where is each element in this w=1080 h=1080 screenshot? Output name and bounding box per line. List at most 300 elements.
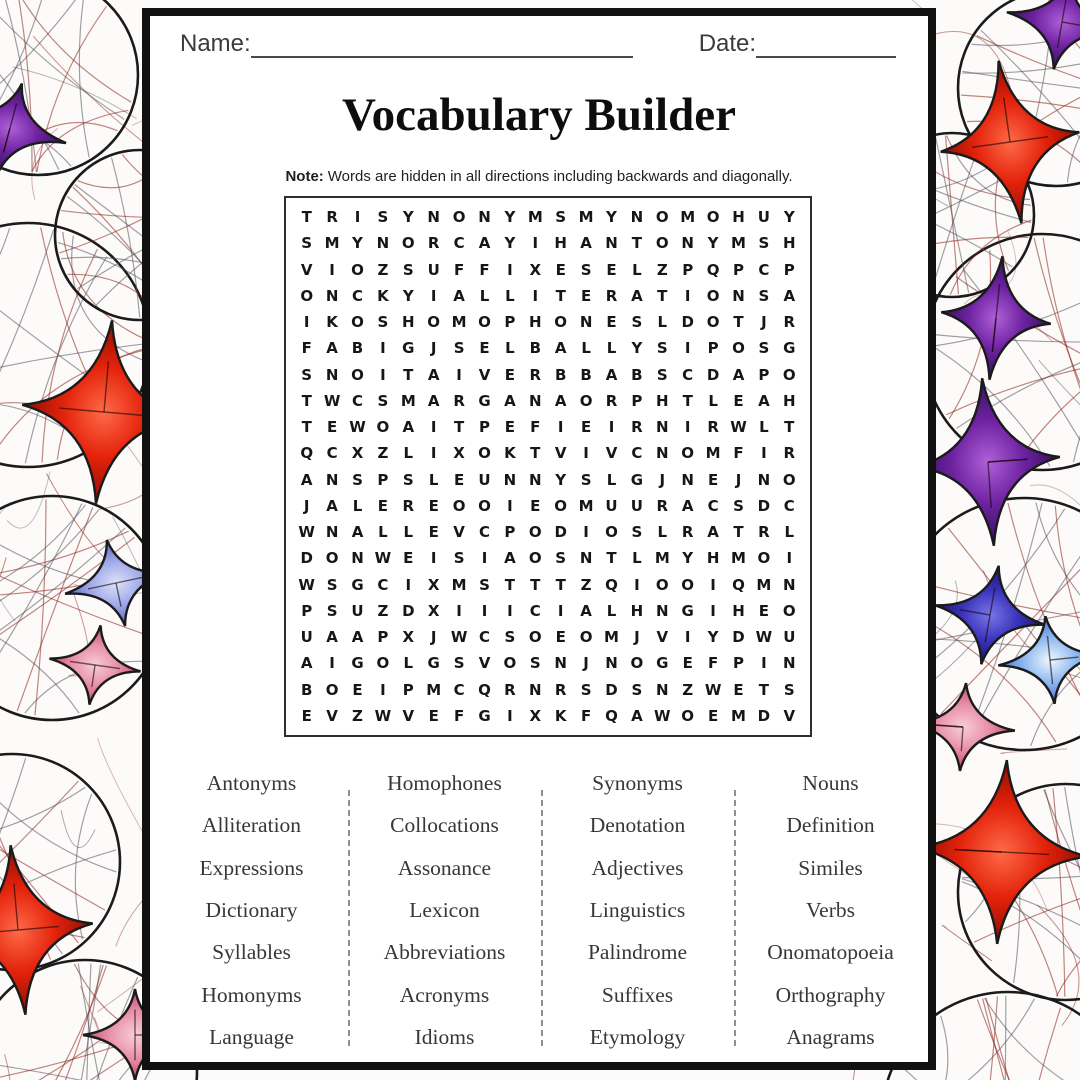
grid-cell: L xyxy=(606,339,617,358)
grid-cell: S xyxy=(377,208,389,227)
grid-cell: S xyxy=(301,365,313,384)
grid-cell: P xyxy=(377,628,389,647)
grid-cell: H xyxy=(732,208,745,227)
word-list-item: Definition xyxy=(786,813,875,838)
grid-cell: S xyxy=(352,470,363,489)
grid-cell: O xyxy=(452,496,466,515)
grid-cell: O xyxy=(706,313,720,332)
grid-cell: G xyxy=(656,654,669,673)
grid-cell: J xyxy=(430,628,437,647)
grid-cell: O xyxy=(503,654,517,673)
grid-cell: L xyxy=(352,496,363,515)
grid-cell: V xyxy=(300,260,313,279)
grid-cell: S xyxy=(656,339,668,358)
grid-cell: P xyxy=(707,339,719,358)
grid-cell: M xyxy=(731,234,746,253)
grid-cell: Z xyxy=(377,260,389,279)
grid-cell: Q xyxy=(478,680,491,699)
note-label: Note: xyxy=(285,168,324,185)
grid-cell: P xyxy=(631,391,643,410)
word-list-item: Expressions xyxy=(199,855,304,880)
grid-cell: N xyxy=(656,601,669,620)
grid-cell: U xyxy=(757,208,770,227)
grid-cell: P xyxy=(478,418,490,437)
grid-cell: P xyxy=(504,523,516,542)
grid-cell: S xyxy=(758,286,770,305)
grid-cell: P xyxy=(732,654,744,673)
grid-cell: R xyxy=(402,496,415,515)
puzzle-note xyxy=(150,168,928,185)
grid-cell: E xyxy=(504,418,516,437)
grid-cell: W xyxy=(323,391,341,410)
grid-cell: N xyxy=(783,575,796,594)
grid-cell: N xyxy=(579,313,593,332)
grid-cell: E xyxy=(707,470,719,489)
grid-cell: O xyxy=(528,549,542,568)
grid-cell: S xyxy=(580,680,592,699)
grid-cell: P xyxy=(758,365,770,384)
grid-cell: N xyxy=(503,470,517,489)
grid-cell: X xyxy=(453,444,465,463)
grid-cell: E xyxy=(479,339,490,358)
word-list-item: Linguistics xyxy=(589,897,686,922)
grid-cell: I xyxy=(532,286,539,305)
grid-cell: O xyxy=(681,575,695,594)
grid-cell: Y xyxy=(631,339,643,358)
grid-cell: T xyxy=(758,680,769,699)
grid-cell: E xyxy=(530,496,541,515)
word-list-item: Orthography xyxy=(775,982,886,1007)
grid-cell: D xyxy=(681,313,694,332)
grid-cell: T xyxy=(555,575,566,594)
grid-cell: N xyxy=(376,234,390,253)
grid-cell: E xyxy=(555,628,566,647)
grid-cell: T xyxy=(657,286,668,305)
grid-cell: W xyxy=(755,628,773,647)
grid-cell: S xyxy=(580,470,592,489)
grid-cell: S xyxy=(479,575,490,594)
grid-cell: J xyxy=(659,470,666,489)
grid-cell: A xyxy=(300,654,313,673)
grid-cell: T xyxy=(555,286,566,305)
grid-cell: O xyxy=(427,313,441,332)
grid-cell: M xyxy=(705,444,721,463)
grid-cell: N xyxy=(325,365,339,384)
grid-cell: O xyxy=(401,234,415,253)
grid-cell: C xyxy=(478,523,490,542)
grid-cell: H xyxy=(402,313,415,332)
grid-cell: W xyxy=(450,628,468,647)
grid-cell: I xyxy=(634,575,640,594)
grid-cell: X xyxy=(529,260,542,279)
grid-cell: F xyxy=(580,706,592,725)
grid-cell: O xyxy=(681,444,695,463)
grid-cell: L xyxy=(403,654,414,673)
grid-cell: P xyxy=(402,680,414,699)
grid-cell: V xyxy=(656,628,669,647)
worksheet-card xyxy=(142,8,936,1070)
grid-cell: U xyxy=(478,470,491,489)
grid-cell: W xyxy=(374,706,392,725)
word-list-item: Verbs xyxy=(806,897,855,922)
grid-cell: A xyxy=(504,391,516,410)
grid-cell: O xyxy=(351,365,364,384)
grid-cell: J xyxy=(303,496,310,515)
grid-cell: A xyxy=(453,286,465,305)
grid-cell: R xyxy=(707,418,719,437)
grid-cell: V xyxy=(453,523,465,542)
grid-cell: M xyxy=(731,706,746,725)
grid-cell: V xyxy=(554,444,567,463)
grid-cell: S xyxy=(758,234,770,253)
grid-cell: O xyxy=(757,549,771,568)
grid-cell: S xyxy=(631,313,643,332)
grid-cell: T xyxy=(606,549,617,568)
grid-cell: G xyxy=(351,575,364,594)
grid-cell: Q xyxy=(732,575,745,594)
grid-cell: H xyxy=(783,391,796,410)
grid-cell: K xyxy=(504,444,516,463)
grid-cell: H xyxy=(732,601,745,620)
word-list-item: Dictionary xyxy=(205,897,298,922)
grid-cell: B xyxy=(529,339,541,358)
grid-cell: O xyxy=(554,496,568,515)
grid-cell: Y xyxy=(555,470,567,489)
grid-cell: C xyxy=(707,496,719,515)
word-list-item: Assonance xyxy=(397,855,492,880)
word-list-item: Onomatopoeia xyxy=(767,940,894,965)
grid-cell: N xyxy=(783,654,796,673)
grid-cell: R xyxy=(427,234,440,253)
grid-cell: E xyxy=(428,523,439,542)
word-list-item: Homophones xyxy=(387,770,502,795)
grid-cell: N xyxy=(529,470,542,489)
grid-cell: S xyxy=(555,549,567,568)
word-list-column xyxy=(155,762,348,1059)
header-row xyxy=(180,30,904,58)
grid-cell: O xyxy=(325,549,339,568)
grid-cell: O xyxy=(655,575,669,594)
grid-cell: I xyxy=(608,418,615,437)
grid-cell: A xyxy=(326,496,338,515)
grid-cell: O xyxy=(528,628,542,647)
grid-cell: D xyxy=(605,680,618,699)
grid-cell: N xyxy=(579,549,593,568)
grid-cell: L xyxy=(581,339,591,358)
grid-cell: U xyxy=(783,628,796,647)
grid-cell: O xyxy=(300,286,314,305)
grid-cell: A xyxy=(605,365,618,384)
word-list-item: Nouns xyxy=(802,770,859,795)
grid-cell: I xyxy=(532,234,539,253)
grid-cell: H xyxy=(554,234,567,253)
grid-cell: O xyxy=(528,523,542,542)
grid-cell: I xyxy=(430,444,437,463)
grid-cell: V xyxy=(402,706,415,725)
grid-cell: O xyxy=(325,680,339,699)
grid-cell: D xyxy=(757,706,771,725)
grid-cell: I xyxy=(557,601,564,620)
grid-cell: U xyxy=(630,496,643,515)
grid-cell: C xyxy=(351,391,363,410)
grid-cell: A xyxy=(326,339,338,358)
grid-cell: W xyxy=(349,418,366,437)
grid-cell: Y xyxy=(606,208,617,227)
grid-cell: H xyxy=(656,391,669,410)
grid-cell: Y xyxy=(402,286,414,305)
grid-cell: D xyxy=(732,628,745,647)
name-blank-line xyxy=(251,30,633,58)
grid-cell: W xyxy=(374,549,392,568)
grid-cell: S xyxy=(326,575,338,594)
grid-cell: O xyxy=(782,601,796,620)
grid-cell: B xyxy=(631,365,643,384)
grid-cell: H xyxy=(783,234,796,253)
grid-cell: O xyxy=(376,418,390,437)
grid-cell: T xyxy=(733,523,744,542)
grid-cell: A xyxy=(707,523,719,542)
grid-cell: S xyxy=(453,339,465,358)
grid-cell: O xyxy=(630,654,644,673)
column-separator xyxy=(541,790,543,1046)
grid-cell: O xyxy=(732,339,745,358)
grid-cell: Q xyxy=(605,575,618,594)
grid-cell: G xyxy=(427,654,440,673)
grid-cell: N xyxy=(529,391,542,410)
grid-cell: I xyxy=(430,418,437,437)
grid-cell: E xyxy=(758,601,770,620)
grid-cell: W xyxy=(298,523,315,542)
grid-cell: O xyxy=(605,523,618,542)
grid-cell: Y xyxy=(682,549,694,568)
date-blank-line xyxy=(756,30,896,58)
grid-cell: A xyxy=(681,496,694,515)
name-label: Name: xyxy=(180,30,251,57)
grid-cell: E xyxy=(707,706,719,725)
grid-cell: I xyxy=(380,680,386,699)
grid-cell: V xyxy=(478,654,491,673)
grid-cell: I xyxy=(761,654,767,673)
grid-cell: A xyxy=(326,628,338,647)
grid-cell: A xyxy=(554,339,567,358)
grid-cell: E xyxy=(580,286,592,305)
grid-cell: O xyxy=(706,208,720,227)
grid-cell: S xyxy=(301,234,313,253)
grid-cell: U xyxy=(351,601,364,620)
grid-cell: I xyxy=(507,706,513,725)
grid-cell: H xyxy=(706,549,720,568)
grid-cell: O xyxy=(351,313,364,332)
grid-cell: I xyxy=(507,260,513,279)
grid-cell: I xyxy=(684,418,691,437)
grid-cell: L xyxy=(505,286,515,305)
grid-cell: E xyxy=(733,680,744,699)
grid-cell: R xyxy=(681,523,694,542)
grid-cell: R xyxy=(656,496,669,515)
grid-cell: Q xyxy=(706,260,720,279)
word-list-item: Language xyxy=(209,1025,294,1050)
grid-cell: X xyxy=(351,444,364,463)
grid-cell: T xyxy=(301,208,312,227)
date-label: Date: xyxy=(698,30,757,57)
grid-cell: E xyxy=(606,260,617,279)
word-list-item: Abbreviations xyxy=(383,940,506,965)
grid-cell: A xyxy=(351,523,364,542)
grid-cell: I xyxy=(481,549,488,568)
grid-cell: G xyxy=(402,339,415,358)
grid-cell: A xyxy=(478,234,491,253)
grid-cell: A xyxy=(351,628,364,647)
grid-cell: I xyxy=(456,365,462,384)
grid-cell: D xyxy=(300,549,313,568)
grid-cell: A xyxy=(580,601,592,620)
grid-cell: T xyxy=(784,418,795,437)
grid-cell: S xyxy=(631,680,643,699)
grid-cell: A xyxy=(732,365,745,384)
grid-cell: N xyxy=(351,549,364,568)
grid-cell: L xyxy=(428,470,439,489)
grid-cell: A xyxy=(427,391,440,410)
grid-cell: I xyxy=(303,313,310,332)
grid-cell: O xyxy=(782,365,796,384)
grid-cell: Z xyxy=(656,260,668,279)
grid-cell: Y xyxy=(707,628,719,647)
grid-cell: I xyxy=(557,418,564,437)
grid-cell: A xyxy=(427,365,440,384)
grid-cell: G xyxy=(783,339,796,358)
grid-cell: O xyxy=(655,208,669,227)
grid-cell: D xyxy=(706,365,720,384)
grid-cell: S xyxy=(631,523,643,542)
grid-cell: A xyxy=(504,549,516,568)
grid-cell: R xyxy=(758,523,770,542)
grid-cell: S xyxy=(326,601,338,620)
grid-cell: T xyxy=(733,313,744,332)
grid-cell: S xyxy=(529,654,541,673)
grid-cell: J xyxy=(430,339,437,358)
grid-cell: O xyxy=(706,286,720,305)
grid-cell: E xyxy=(733,391,744,410)
grid-cell: U xyxy=(427,260,440,279)
word-list-item: Etymology xyxy=(589,1025,686,1050)
word-list-item: Homonyms xyxy=(201,982,302,1007)
grid-cell: S xyxy=(758,339,770,358)
grid-cell: Z xyxy=(352,706,363,725)
grid-cell: T xyxy=(301,391,312,410)
grid-cell: L xyxy=(657,523,668,542)
grid-cell: P xyxy=(301,601,313,620)
grid-cell: B xyxy=(554,365,567,384)
grid-cell: L xyxy=(784,523,795,542)
grid-cell: M xyxy=(324,234,340,253)
grid-cell: O xyxy=(478,496,491,515)
grid-cell: C xyxy=(631,444,643,463)
grid-cell: H xyxy=(630,601,644,620)
grid-cell: S xyxy=(783,680,795,699)
grid-cell: I xyxy=(329,654,335,673)
grid-cell: E xyxy=(555,260,566,279)
grid-cell: Q xyxy=(300,444,314,463)
grid-cell: U xyxy=(300,628,313,647)
grid-cell: B xyxy=(300,680,313,699)
grid-cell: G xyxy=(478,706,491,725)
grid-cell: M xyxy=(604,628,619,647)
grid-cell: N xyxy=(630,208,644,227)
grid-cell: R xyxy=(453,391,465,410)
grid-cell: L xyxy=(403,523,414,542)
grid-cell: R xyxy=(783,444,796,463)
grid-cell: C xyxy=(478,628,490,647)
grid-cell: G xyxy=(351,654,364,673)
grid-cell: N xyxy=(554,654,567,673)
grid-cell: D xyxy=(402,601,415,620)
grid-cell: D xyxy=(554,523,567,542)
grid-cell: R xyxy=(631,418,643,437)
grid-cell: X xyxy=(402,628,415,647)
grid-cell: V xyxy=(326,706,338,725)
grid-cell: S xyxy=(555,208,567,227)
grid-cell: Q xyxy=(605,706,618,725)
grid-cell: D xyxy=(757,496,771,515)
word-list-column xyxy=(541,762,734,1059)
grid-cell: M xyxy=(451,313,467,332)
grid-cell: E xyxy=(580,418,592,437)
grid-cell: B xyxy=(351,339,364,358)
grid-cell: E xyxy=(403,549,414,568)
grid-cell: O xyxy=(452,208,466,227)
grid-cell: L xyxy=(708,391,718,410)
grid-cell: S xyxy=(402,260,414,279)
grid-cell: X xyxy=(529,706,542,725)
grid-cell: L xyxy=(657,313,668,332)
grid-cell: H xyxy=(529,313,542,332)
grid-cell: L xyxy=(632,260,642,279)
grid-cell: M xyxy=(756,575,772,594)
grid-cell: T xyxy=(631,234,642,253)
word-list-item: Collocations xyxy=(390,813,499,838)
grid-cell: N xyxy=(732,286,745,305)
grid-cell: L xyxy=(378,523,388,542)
grid-cell: F xyxy=(453,260,465,279)
grid-cell: S xyxy=(402,470,414,489)
grid-cell: K xyxy=(377,286,389,305)
grid-cell: E xyxy=(377,496,389,515)
grid-cell: U xyxy=(605,496,618,515)
grid-cell: I xyxy=(430,549,437,568)
grid-cell: F xyxy=(733,444,744,463)
grid-cell: I xyxy=(684,286,691,305)
letter-grid xyxy=(284,196,812,737)
grid-cell: S xyxy=(453,549,465,568)
grid-cell: A xyxy=(402,418,415,437)
grid-cell: S xyxy=(504,628,516,647)
grid-cell: E xyxy=(606,313,617,332)
grid-cell: P xyxy=(783,260,795,279)
grid-cell: T xyxy=(530,444,541,463)
grid-cell: Y xyxy=(352,234,363,253)
grid-cell: I xyxy=(329,260,335,279)
grid-cell: I xyxy=(684,339,691,358)
grid-cell: F xyxy=(479,260,490,279)
grid-cell: T xyxy=(504,575,515,594)
grid-cell: W xyxy=(654,706,671,725)
grid-cell: L xyxy=(759,418,769,437)
grid-cell: I xyxy=(786,549,793,568)
column-separator xyxy=(348,790,350,1046)
word-list-item: Denotation xyxy=(589,813,686,838)
grid-cell: N xyxy=(605,654,618,673)
grid-cell: I xyxy=(380,339,386,358)
